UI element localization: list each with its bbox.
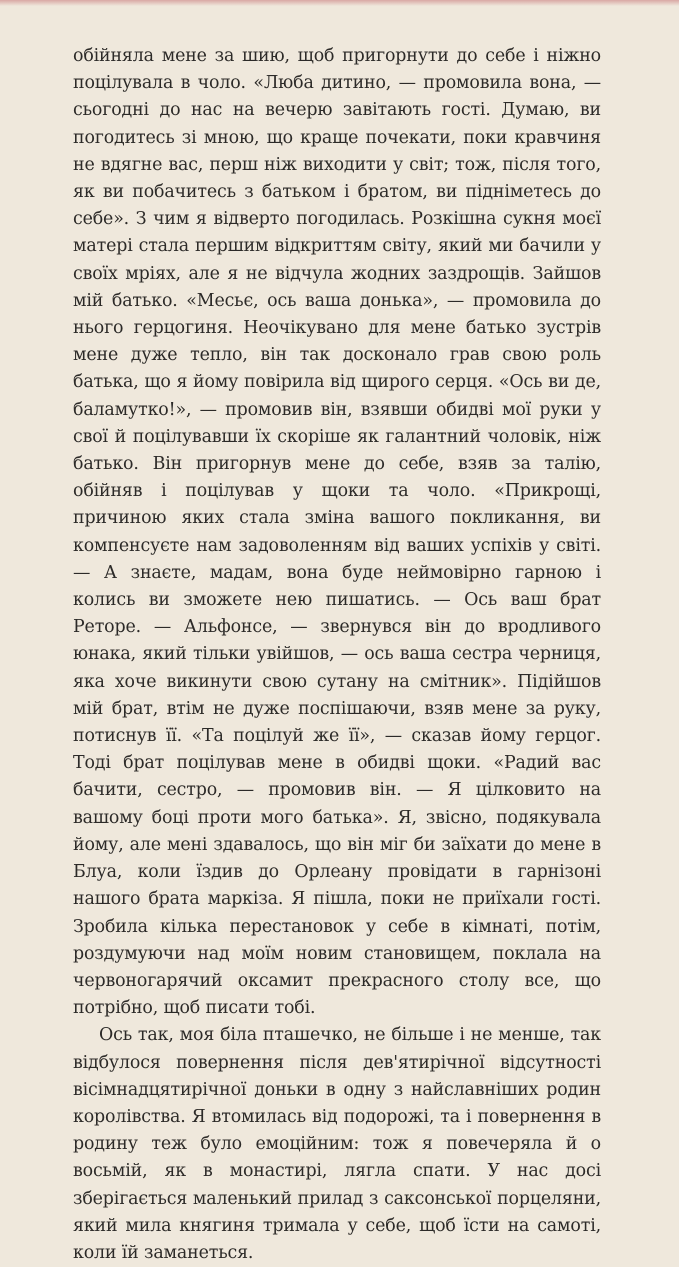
paragraph: Ось так, моя біла пташечко, не більше і не менше, так відбулося повернення після дев'ятирічної відсутності вісімнадцятирічної доньки в одну з найславніших родин королівства. Я втомилась від подорожі, та і повернення в родину теж було емоційним: тож я повечеряла й о восьмій, як в монастирі, лягла спати. У нас досі зберігається маленький прилад з саксонської порцеляни, який мила княгиня тримала у себе, щоб їсти на самоті, коли їй заманеться.: [73, 1025, 601, 1263]
page-top-edge: [0, 0, 679, 6]
paragraph-continued: обійняла мене за шию, щоб пригорнути до себе і ніжно поцілувала в чоло. «Люба дитино, — промовила вона, — сьогодні до нас на вечерю завітають гості. Думаю, ви погодитесь зі мною, що краще почекати, поки кравчиня не вдягне вас, перш ніж виходити у світ; тож, після того, як ви побачитесь з батьком і братом, ви підніметесь до себе». З чим я відверто погодилась. Розкішна сукня моєї матері стала першим відкриттям світу, який ми бачили у своїх мріях, але я не відчула жодних заздрощів. Зайшов мій батько. «Месьє, ось ваша донька», — промовила до нього герцогиня. Неочікувано для мене батько зустрів мене дуже тепло, він так досконало грав свою роль батька, що я йому повірила від щирого серця. «Ось ви де, баламутко!», — промовив він, взявши обидві мої руки у свої й поцілувавши їх скоріше як галантний чоловік, ніж батько. Він пригорнув мене до себе, взяв за талію, обійняв і поцілував у щоки та чоло. «Прикрощі, причиною яких стала зміна вашого покликання, ви компенсуєте нам задоволенням від ваших успіхів у світі. — А знаєте, мадам, вона буде неймовірно гарною і колись ви зможете нею пишатись. — Ось ваш брат Реторе. — Альфонсе, — звернувся він до вродливого юнака, який тільки увійшов, — ось ваша сестра черниця, яка хоче викинути свою сутану на смітник». Підійшов мій брат, втім не дуже поспішаючи, взяв мене за руку, потиснув її. «Та поцілуй же її», — сказав йому герцог. Тоді брат поцілував мене в обидві щоки. «Радий вас бачити, сестро, — промовив він. — Я цілковито на вашому боці проти мого батька». Я, звісно, подякувала йому, але мені здавалось, що він міг би заїхати до мене в Блуа, коли їздив до Орлеану провідати в гарнізоні нашого брата маркіза. Я пішла, поки не приїхали гості. Зробила кілька перестановок у себе в кімнаті, потім, роздумуючи над моїм новим становищем, поклала на червоногарячий оксамит прекрасного столу все, що потрібно, щоб писати тобі.: [73, 46, 601, 1019]
book-page-text: [73, 43, 601, 1267]
